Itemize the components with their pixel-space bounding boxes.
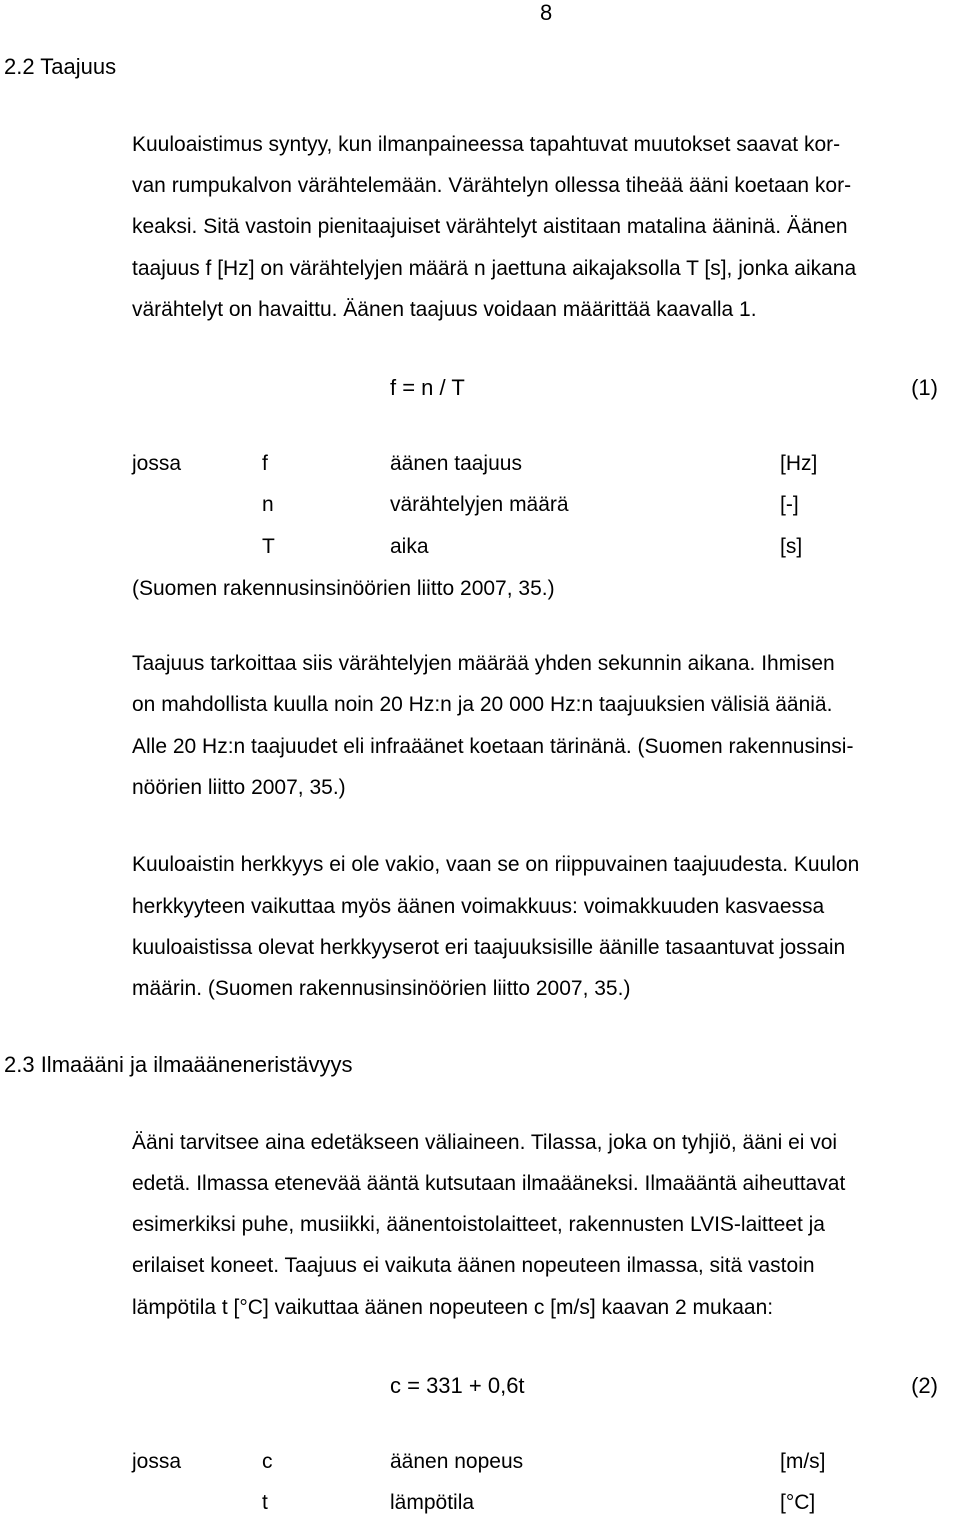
text-line: Kuuloaistimus syntyy, kun ilmanpaineessa tapahtuvat muutokset saavat kor- xyxy=(132,133,841,156)
text-line: herkkyyteen vaikuttaa myös äänen voimakkuus: voimakkuuden kasvaessa xyxy=(132,895,825,918)
text-line: nöörien liitto 2007, 35.) xyxy=(132,776,346,799)
definition-description: lämpötila xyxy=(390,1491,475,1514)
text-line: keaksi. Sitä vastoin pienitaajuiset värähtelyt aistitaan matalina ääninä. Äänen xyxy=(132,215,848,238)
text-line: Taajuus tarkoittaa siis värähtelyjen määrää yhden sekunnin aikana. Ihmisen xyxy=(132,652,835,675)
definition-description: äänen taajuus xyxy=(390,452,522,475)
text-line: värähtelyt on havaittu. Äänen taajuus voidaan määrittää kaavalla 1. xyxy=(132,298,757,321)
text-line: määrin. (Suomen rakennusinsinöörien liitto 2007, 35.) xyxy=(132,977,631,1000)
text-line: Ääni tarvitsee aina edetäkseen väliaineen. Tilassa, joka on tyhjiö, ääni ei voi xyxy=(132,1131,838,1154)
equation-number: (2) xyxy=(911,1373,938,1398)
definition-symbol: t xyxy=(262,1491,268,1514)
jossa-label: jossa xyxy=(132,452,182,475)
text-line: Alle 20 Hz:n taajuudet eli infraäänet koetaan tärinänä. (Suomen rakennusinsi- xyxy=(132,735,854,758)
source-citation: (Suomen rakennusinsinöörien liitto 2007, 35.) xyxy=(132,577,555,600)
text-line: on mahdollista kuulla noin 20 Hz:n ja 20 000 Hz:n taajuuksien välisiä ääniä. xyxy=(132,693,833,716)
section-heading-2-3: 2.3 Ilmaääni ja ilmaääneneristävyys xyxy=(4,1052,353,1077)
definition-description: äänen nopeus xyxy=(390,1450,524,1473)
text-line: esimerkiksi puhe, musiikki, äänentoistolaitteet, rakennusten LVIS-laitteet ja xyxy=(132,1213,825,1236)
definition-symbol: c xyxy=(262,1450,273,1473)
definition-unit: [-] xyxy=(780,493,799,516)
text-line: taajuus f [Hz] on värähtelyjen määrä n jaettuna aikajaksolla T [s], jonka aikana xyxy=(132,257,857,280)
definition-description: aika xyxy=(390,535,429,558)
definition-unit: [m/s] xyxy=(780,1450,826,1473)
definition-description: värähtelyjen määrä xyxy=(390,493,569,516)
text-line: van rumpukalvon värähtelemään. Värähtelyn ollessa tiheää ääni koetaan kor- xyxy=(132,174,852,197)
text-line: erilaiset koneet. Taajuus ei vaikuta äänen nopeuteen ilmassa, sitä vastoin xyxy=(132,1254,815,1277)
definition-unit: [s] xyxy=(780,535,803,558)
section-heading-2-2: 2.2 Taajuus xyxy=(4,54,117,79)
equation-text: c = 331 + 0,6t xyxy=(390,1373,525,1398)
jossa-label: jossa xyxy=(132,1450,182,1473)
definition-symbol: n xyxy=(262,493,274,516)
text-line: Kuuloaistin herkkyys ei ole vakio, vaan se on riippuvainen taajuudesta. Kuulon xyxy=(132,853,860,876)
text-line: kuuloaistissa olevat herkkyyserot eri taajuuksisille äänille tasaantuvat jossain xyxy=(132,936,846,959)
equation-text: f = n / T xyxy=(390,375,465,400)
definition-unit: [Hz] xyxy=(780,452,818,475)
definition-unit: [°C] xyxy=(780,1491,816,1514)
text-line: edetä. Ilmassa etenevää ääntä kutsutaan ilmaääneksi. Ilmaääntä aiheuttavat xyxy=(132,1172,846,1195)
equation-number: (1) xyxy=(911,375,938,400)
definition-symbol: f xyxy=(262,452,268,475)
page-number: 8 xyxy=(540,0,553,25)
text-line: lämpötila t [°C] vaikuttaa äänen nopeuteen c [m/s] kaavan 2 mukaan: xyxy=(132,1296,774,1319)
definition-symbol: T xyxy=(262,535,275,558)
